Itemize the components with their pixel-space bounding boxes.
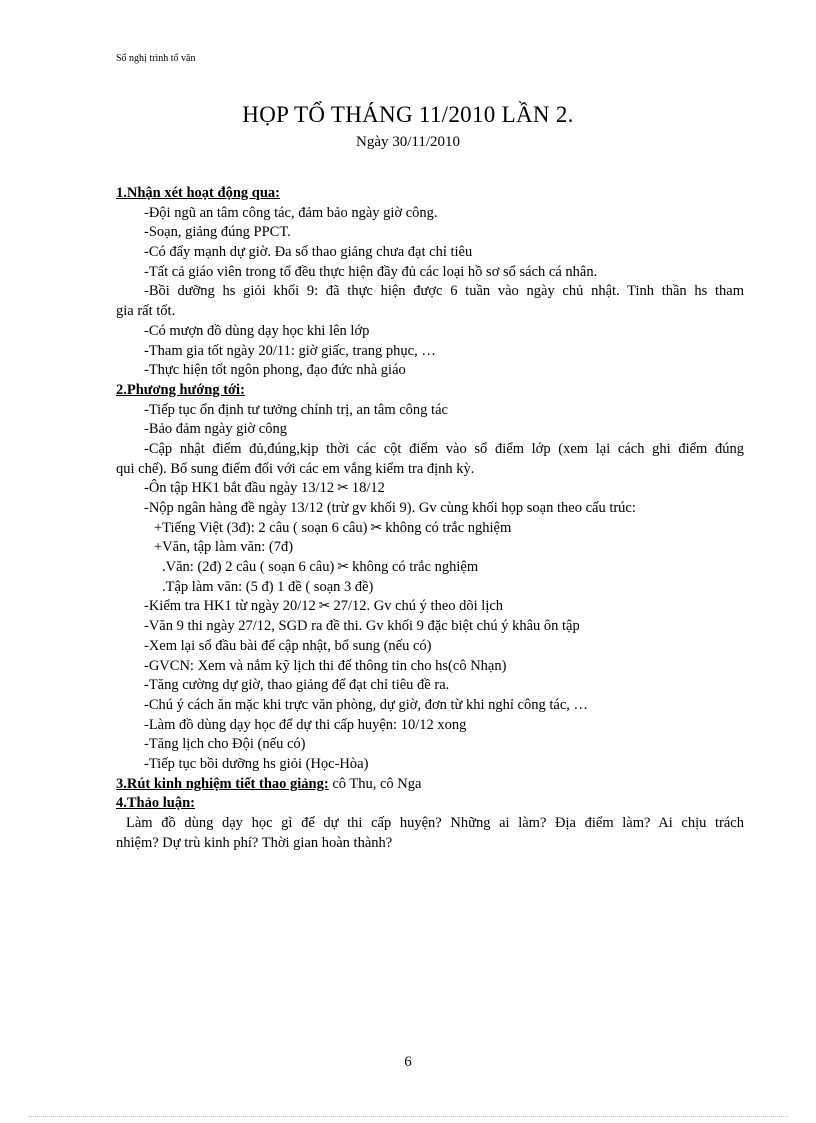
- list-item-continued: gia rất tốt.: [116, 303, 176, 320]
- sub-sub-item-van: [116, 558, 744, 578]
- review-end: 18/12: [351, 480, 385, 497]
- section-4-heading: 4.Thảo luận:: [116, 795, 195, 812]
- sub-item-van-tlv: +Văn, tập làm văn: (7đ): [154, 539, 294, 556]
- list-item: -Có đẩy mạnh dự giờ. Đa số thao giảng chưa đạt chỉ tiêu: [144, 244, 473, 261]
- list-item: -Soạn, giảng đúng PPCT.: [144, 224, 291, 241]
- list-item-review: [116, 479, 744, 499]
- section-2-heading: 2.Phương hướng tới:: [116, 381, 245, 398]
- review-start: -Ôn tập HK1 bắt đầu ngày 13/12: [144, 480, 335, 497]
- list-item: -GVCN: Xem và nắm kỹ lịch thi để thông tin cho hs(cô Nhạn): [144, 657, 507, 674]
- document-title: HỌP TỔ THÁNG 11/2010 LẦN 2.: [242, 102, 574, 127]
- section-3-heading: 3.Rút kinh nghiệm tiết thao giảng:: [116, 775, 329, 792]
- list-item: -Tăng cường dự giờ, thao giảng để đạt chỉ tiêu đề ra.: [144, 677, 450, 694]
- scissors-icon: ✂: [318, 598, 331, 615]
- list-item: -Văn 9 thi ngày 27/12, SGD ra đề thi. Gv khối 9 đặc biệt chú ý khâu ôn tập: [144, 618, 580, 635]
- list-item: -Tất cả giáo viên trong tổ đều thực hiện đầy đủ các loại hồ sơ sổ sách cá nhân.: [144, 263, 598, 280]
- header-note: Sổ nghị trình tổ văn: [116, 53, 196, 64]
- discussion-text: Làm đồ dùng dạy học gì để dự thi cấp huyện? Những ai làm? Địa điểm làm? Ai chịu trách: [126, 815, 744, 831]
- section-1-heading: 1.Nhận xét hoạt động qua:: [116, 185, 280, 201]
- page-number: 6: [404, 1054, 412, 1070]
- list-item: -Chú ý cách ăn mặc khi trực văn phòng, dự giờ, đơn từ khi nghỉ công tác, …: [144, 696, 589, 713]
- list-item: -Nộp ngân hàng đề ngày 13/12 (trừ gv khối 9). Gv cùng khối họp soạn theo cấu trúc:: [144, 500, 636, 516]
- sub-item-text: .Văn: (2đ) 2 câu ( soạn 6 câu): [162, 559, 335, 576]
- list-item: -Bồi dưỡng hs giỏi khối 9: đã thực hiện được 6 tuần vào ngày chủ nhật. Tinh thần hs tham: [144, 283, 744, 300]
- sub-sub-item-tlv: .Tập làm văn: (5 đ) 1 đề ( soạn 3 đề): [162, 578, 374, 595]
- list-item: -Tham gia tốt ngày 20/11: giờ giấc, trang phục, …: [144, 342, 436, 359]
- discussion-text-continued: nhiệm? Dự trù kinh phí? Thời gian hoàn thành?: [116, 834, 393, 851]
- sub-item-text: +Tiếng Việt (3đ): 2 câu ( soạn 6 câu): [154, 519, 368, 536]
- page-bottom-divider: [28, 1116, 788, 1117]
- document-body: [116, 184, 744, 853]
- list-item: -Tiếp tục ổn định tư tưởng chính trị, an tâm công tác: [144, 401, 448, 418]
- list-item: -Tăng lịch cho Đội (nếu có): [144, 736, 306, 753]
- scissors-icon: ✂: [337, 559, 350, 576]
- list-item-exam: [116, 597, 744, 617]
- list-item: -Thực hiện tốt ngôn phong, đạo đức nhà giáo: [144, 362, 406, 379]
- list-item-continued: qui chế). Bổ sung điểm đối với các em vắng kiểm tra định kỳ.: [116, 460, 475, 477]
- list-item: -Làm đồ dùng dạy học để dự thi cấp huyện: 10/12 xong: [144, 716, 467, 733]
- list-item: -Có mượn đồ dùng dạy học khi lên lớp: [144, 322, 370, 339]
- section-3-text: cô Thu, cô Nga: [332, 775, 422, 792]
- list-item: -Bảo đảm ngày giờ công: [144, 421, 287, 438]
- sub-item-note: không có trắc nghiệm: [385, 519, 512, 536]
- list-item: -Cập nhật điểm đủ,đúng,kịp thời các cột điểm vào sổ điểm lớp (xem lại cách ghi điểm đúng: [144, 440, 744, 457]
- list-item: -Tiếp tục bồi dưỡng hs giỏi (Học-Hòa): [144, 755, 369, 772]
- sub-item-note: không có trắc nghiệm: [352, 559, 479, 576]
- list-item: -Xem lại sổ đầu bài để cập nhật, bổ sung (nếu có): [144, 637, 432, 654]
- scissors-icon: ✂: [370, 519, 383, 536]
- scissors-icon: ✂: [337, 480, 349, 497]
- section-3: [116, 775, 744, 795]
- exam-start: -Kiểm tra HK1 từ ngày 20/12: [144, 598, 316, 615]
- exam-end: 27/12. Gv chú ý theo dõi lịch: [333, 598, 504, 615]
- sub-item-tieng-viet: [116, 519, 744, 539]
- list-item: -Đội ngũ an tâm công tác, đảm bảo ngày giờ công.: [144, 204, 438, 221]
- document-date: Ngày 30/11/2010: [355, 134, 461, 150]
